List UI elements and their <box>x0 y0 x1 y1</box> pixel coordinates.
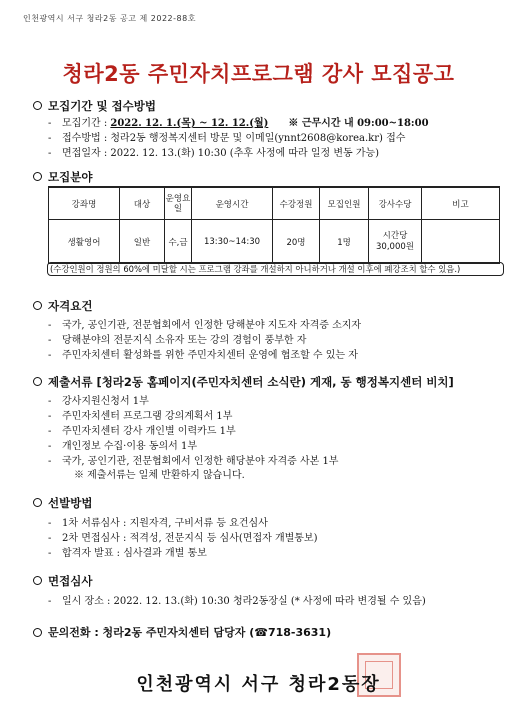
notice-number: 인천광역시 서구 청라2동 공고 제 2022-88호 <box>23 14 196 23</box>
qualification-item: - 주민자치센터 활성화를 위한 주민자치센터 운영에 협조할 수 있는 자 <box>48 350 358 361</box>
table-header-row <box>49 187 500 220</box>
interview-item: - 일시 장소 : 2022. 12. 13.(화) 10:30 청라2동장실 (* 사정에 따라 변경될 수 있음) <box>48 596 426 607</box>
table-cell: 수,금 <box>165 220 192 264</box>
document-item: - 국가, 공인기관, 전문협회에서 인정한 해당분야 자격증 사본 1부 <box>48 456 339 467</box>
table-header: 수강정원 <box>273 187 320 220</box>
document-item: - 주민자치센터 프로그램 강의계획서 1부 <box>48 411 233 422</box>
table-header: 운영시간 <box>192 187 273 220</box>
document-item: - 개인정보 수집·이용 동의서 1부 <box>48 441 197 452</box>
section-qualification-heading: 자격요건 <box>33 298 92 314</box>
table-header: 모집인원 <box>320 187 369 220</box>
section-period-heading: 모집기간 및 접수방법 <box>33 98 156 114</box>
recruit-table <box>48 186 500 264</box>
bullet-circle-icon <box>33 301 42 310</box>
document-item: - 강사지원신청서 1부 <box>48 396 149 407</box>
bullet-circle-icon <box>33 628 42 637</box>
period-line-interview: - 면접일자 : 2022. 12. 13.(화) 10:30 (추후 사정에 따라 일정 변동 가능) <box>48 148 380 159</box>
document-item: - 주민자치센터 강사 개인별 이력카드 1부 <box>48 426 236 437</box>
selection-item: - 합격자 발표 : 심사결과 개별 통보 <box>48 548 207 559</box>
section-field-heading: 모집분야 <box>33 169 92 185</box>
selection-item: - 2차 면접심사 : 적격성, 전문지식 등 심사(면접자 개별통보) <box>48 533 318 544</box>
period-line-recruit: - 모집기간 : 2022. 12. 1.(목) ~ 12. 12.(월) ※ 근무시간 내 09:00~18:00 <box>48 118 429 129</box>
table-cell: 13:30~14:30 <box>192 220 273 264</box>
section-interview-heading: 면접심사 <box>33 573 92 589</box>
table-cell: 1명 <box>320 220 369 264</box>
table-header: 강좌명 <box>49 187 120 220</box>
bullet-circle-icon <box>33 377 42 386</box>
table-header: 강사수당 <box>369 187 422 220</box>
bullet-circle-icon <box>33 101 42 110</box>
table-cell: 20명 <box>273 220 320 264</box>
table-cell <box>422 220 500 264</box>
bullet-circle-icon <box>33 172 42 181</box>
table-cell: 일반 <box>120 220 165 264</box>
period-line-method: - 접수방법 : 청라2동 행정복지센터 방문 및 이메일(ynnt2608@korea.kr) 접수 <box>48 133 406 144</box>
qualification-item: - 당해분야의 전문지식 소유자 또는 강의 경험이 풍부한 자 <box>48 335 307 346</box>
documents-note: ※ 제출서류는 일체 반환하지 않습니다. <box>74 470 245 481</box>
bullet-circle-icon <box>33 498 42 507</box>
table-cell: 생활영어 <box>49 220 120 264</box>
section-documents-heading: 제출서류 [청라2동 홈페이지(주민자치센터 소식란) 게재, 동 행정복지센터 비치] <box>33 374 454 390</box>
table-row <box>49 220 500 264</box>
page-title: 청라2동 주민자치프로그램 강사 모집공고 <box>62 62 455 86</box>
contact-line: 문의전화 : 청라2동 주민자치센터 담당자 (☎718-3631) <box>33 624 331 640</box>
section-selection-heading: 선발방법 <box>33 495 92 511</box>
bullet-circle-icon <box>33 576 42 585</box>
table-header: 운영요일 <box>165 187 192 220</box>
qualification-item: - 국가, 공인기관, 전문협회에서 인정한 당해분야 지도자 자격증 소지자 <box>48 320 362 331</box>
table-header: 비고 <box>422 187 500 220</box>
table-note: (수강인원이 정원의 60%에 미달할 시는 프로그램 강좌를 개설하지 아니하거나 개설 이후에 폐강조치 할수 있음.) <box>47 262 504 276</box>
table-header: 대상 <box>120 187 165 220</box>
selection-item: - 1차 서류심사 : 지원자격, 구비서류 등 요건심사 <box>48 518 268 529</box>
table-cell: 시간당 30,000원 <box>369 220 422 264</box>
issuer-signature: 인천광역시 서구 청라2동장 <box>136 674 381 695</box>
